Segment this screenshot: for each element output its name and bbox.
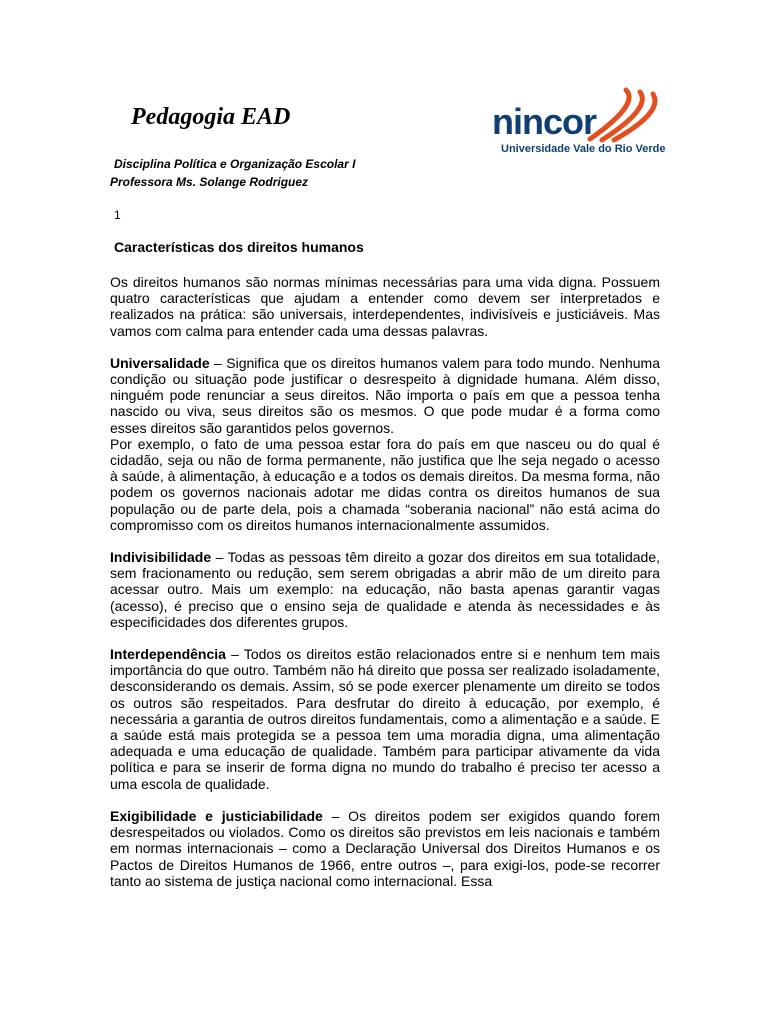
page-number: 1 (114, 208, 121, 222)
indivisibilidade-term: Indivisibilidade (110, 549, 212, 566)
discipline-line: Disciplina Política e Organização Escolar I (114, 157, 356, 171)
exigibilidade-text: – Os direitos podem ser exigidos quando forem desrespeitados ou violados. Como os direitos são previstos em leis nacionais e também em normas internacionais – como a Declaração Universal dos Direitos Humanos e os Pactos de Direitos Humanos de 1966, entre outros –, para exigi-los, pode-se recorrer tanto ao sistema de justiça nacional como internacional. Essa (110, 807, 661, 889)
universalidade-term: Universalidade (110, 354, 210, 371)
professor-line: Professora Ms. Solange Rodriguez (110, 175, 309, 189)
university-logo-text: nincor (492, 101, 597, 142)
exigibilidade-term: Exigibilidade e justiciabilidade (110, 807, 323, 824)
intro-paragraph: Os direitos humanos são normas mínimas necessárias para uma vida digna. Possuem quatro características que ajudam a entender como devem ser interpretados e realizados na prática: são universais, interdependentes, indivisíveis e justiciáveis. Mas vamos com calma para entender cada uma dessas palavras. (110, 274, 660, 339)
document-body (110, 274, 660, 889)
universalidade-paragraph (110, 355, 660, 436)
course-title: Pedagogia EAD (131, 104, 291, 130)
exigibilidade-paragraph (110, 808, 660, 889)
section-title: Características dos direitos humanos (114, 239, 364, 255)
indivisibilidade-text: – Todas as pessoas têm direito a gozar dos direitos em sua totalidade, sem fracionamento ou redução, sem serem obrigadas a abrir mão de um direito para acessar outro. Mais um exemplo: na educação, não basta apenas garantir vagas (acesso), é preciso que o ensino seja de qualidade e atenda às necessidades e às especificidades dos diferentes grupos. (110, 549, 660, 630)
indivisibilidade-paragraph (110, 549, 660, 630)
university-name: Universidade Vale do Rio Verde (501, 143, 666, 155)
universalidade-continuation: Por exemplo, o fato de uma pessoa estar fora do país em que nasceu ou do qual é cidadão, seja ou não de forma permanente, não justifica que lhe seja negado o acesso à saúde, à alimentação, à educação e a todos os demais direitos. Da mesma forma, não podem os governos nacionais adotar me didas contra os direitos humanos de sua população ou de parte dela, pois a chamada “soberania nacional” não está acima do compromisso com os direitos humanos internacionalmente assumidos. (110, 435, 660, 533)
interdependencia-text: – Todos os direitos estão relacionados entre si e nenhum tem mais importância do que outro. Também não há direito que possa ser realizado isoladamente, desconsiderando os demais. Assim, só se pode exercer plenamente um direito se todos os outros são respeitados. Para desfrutar do direito à educação, por exemplo, é necessária a garantia de outros direitos fundamentais, como a alimentação e a saúde. E a saúde está mais protegida se a pessoa tem uma moradia digna, uma alimentação adequada e uma educação de qualidade. Também para participar ativamente da vida política e para se inserir de forma digna no mundo do trabalho é preciso ter acesso a uma escola de qualidade. (110, 646, 660, 792)
course-meta (110, 155, 355, 191)
universalidade-text: – Significa que os direitos humanos valem para todo mundo. Nenhuma condição ou situação pode justificar o desrespeito à dignidade humana. Além disso, ninguém pode renunciar a seus direitos. Não importa o país em que a pessoa tenha nascido ou viva, seus direitos são os mesmos. O que pode mudar é a forma como esses direitos são garantidos pelos governos. (110, 354, 660, 436)
interdependencia-paragraph (110, 646, 660, 792)
interdependencia-term: Interdependência (110, 646, 226, 663)
